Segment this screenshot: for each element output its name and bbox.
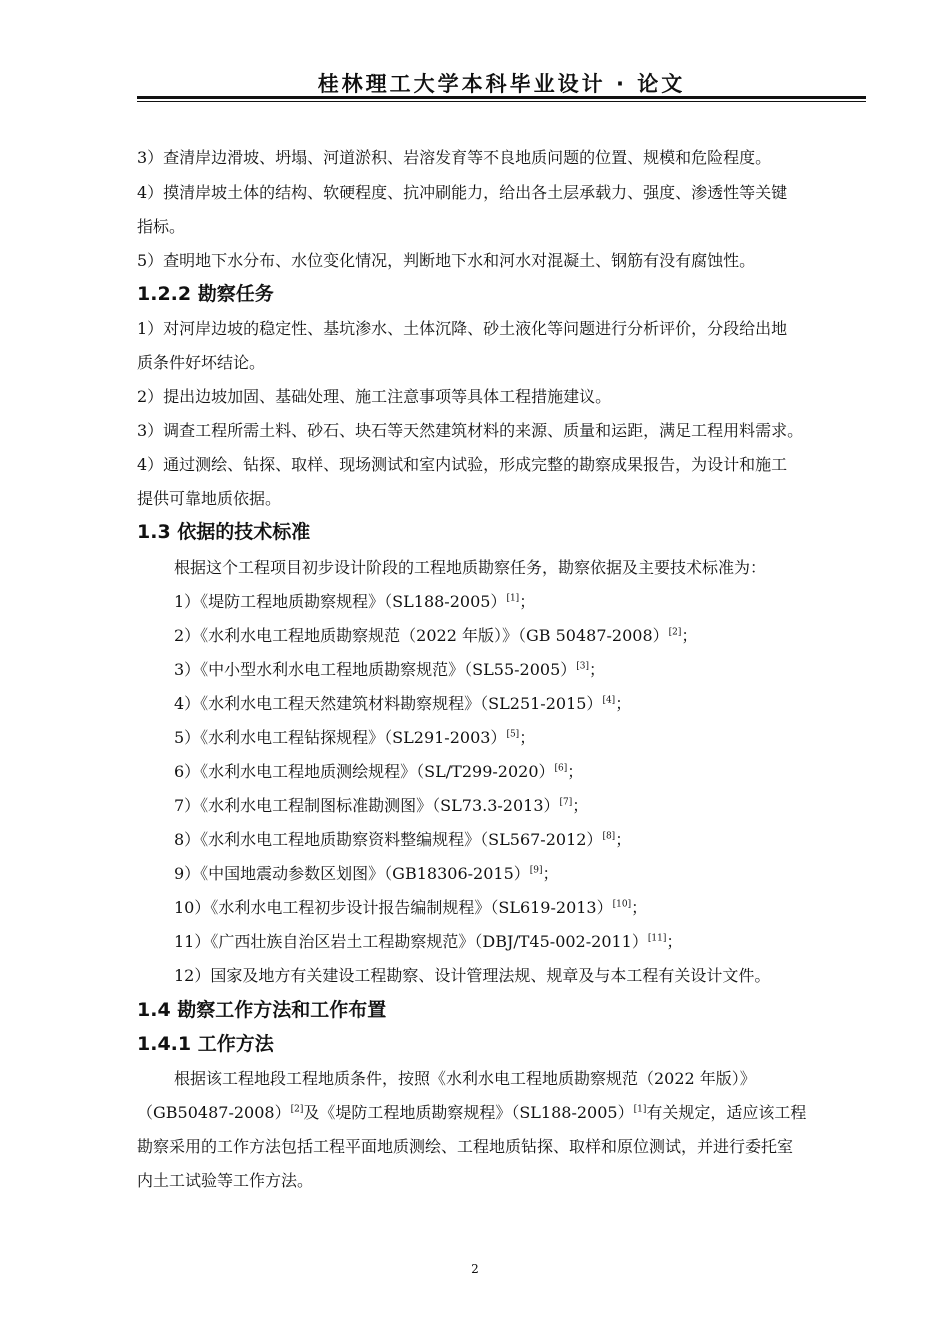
body-line: 3）调查工程所需土料、砂石、块石等天然建筑材料的来源、质量和运距，满足工程用料需求。	[137, 421, 804, 440]
body-line: 4）摸清岸坡土体的结构、软硬程度、抗冲刷能力，给出各土层承载力、强度、渗透性等关键	[137, 183, 788, 202]
body-line: 根据这个工程项目初步设计阶段的工程地质勘察任务，勘察依据及主要技术标准为：	[174, 558, 767, 577]
body-line: 提供可靠地质依据。	[137, 489, 282, 508]
body-line: 质条件好坏结论。	[137, 353, 266, 372]
document-header: 桂林理工大学本科毕业设计 · 论文	[317, 72, 686, 96]
reference-item: 7）《水利水电工程制图标准勘测图》（SL73.3-2013）[7]；	[174, 796, 589, 815]
header-rule-thick	[137, 96, 866, 99]
reference-item: 11）《广西壮族自治区岩土工程勘察规范》（DBJ/T45-002-2011）[11]；	[174, 932, 683, 951]
reference-item: 4）《水利水电工程天然建筑材料勘察规程》（SL251-2015）[4]；	[174, 694, 632, 713]
body-line: 指标。	[137, 217, 186, 236]
body-line: 根据该工程地段工程地质条件，按照《水利水电工程地质勘察规范（2022 年版）》	[174, 1069, 756, 1088]
reference-item: 12）国家及地方有关建设工程勘察、设计管理法规、规章及与本工程有关设计文件。	[174, 966, 771, 985]
body-line: 4）通过测绘、钻探、取样、现场测试和室内试验，形成完整的勘察成果报告，为设计和施工	[137, 455, 788, 474]
reference-item: 1）《堤防工程地质勘察规程》（SL188-2005）[1]；	[174, 592, 536, 611]
body-line: 1）对河岸边坡的稳定性、基坑渗水、土体沉降、砂土液化等问题进行分析评价，分段给出地	[137, 319, 788, 338]
reference-item: 8）《水利水电工程地质勘察资料整编规程》（SL567-2012）[8]；	[174, 830, 632, 849]
reference-item: 3）《中小型水利水电工程地质勘察规范》（SL55-2005）[3]；	[174, 660, 606, 679]
header-rule-thin	[137, 101, 866, 102]
body-line: 3）查清岸边滑坡、坍塌、河道淤积、岩溶发育等不良地质问题的位置、规模和危险程度。	[137, 148, 772, 167]
reference-item: 6）《水利水电工程地质测绘规程》（SL/T299-2020）[6]；	[174, 762, 584, 781]
section-heading: 1.4 勘察工作方法和工作布置	[137, 999, 387, 1021]
page-number: 2	[471, 1262, 479, 1276]
body-line: 2）提出边坡加固、基础处理、施工注意事项等具体工程措施建议。	[137, 387, 612, 406]
body-line: 勘察采用的工作方法包括工程平面地质测绘、工程地质钻探、取样和原位测试，并进行委托室	[137, 1137, 794, 1156]
section-heading: 1.2.2 勘察任务	[137, 283, 274, 305]
section-heading: 1.4.1 工作方法	[137, 1033, 274, 1055]
body-line: 内土工试验等工作方法。	[137, 1171, 314, 1190]
reference-item: 9）《中国地震动参数区划图》（GB18306-2015）[9]；	[174, 864, 559, 883]
section-heading: 1.3 依据的技术标准	[137, 521, 311, 543]
body-line: （GB50487-2008）[2]及《堤防工程地质勘察规程》（SL188-2005）[1]有关规定，适应该工程	[137, 1103, 807, 1122]
reference-item: 2）《水利水电工程地质勘察规范（2022 年版）》（GB 50487-2008）[2]；	[174, 626, 698, 645]
body-line: 5）查明地下水分布、水位变化情况，判断地下水和河水对混凝土、钢筋有没有腐蚀性。	[137, 251, 756, 270]
reference-item: 5）《水利水电工程钻探规程》（SL291-2003）[5]；	[174, 728, 536, 747]
reference-item: 10）《水利水电工程初步设计报告编制规程》（SL619-2013）[10]；	[174, 898, 648, 917]
